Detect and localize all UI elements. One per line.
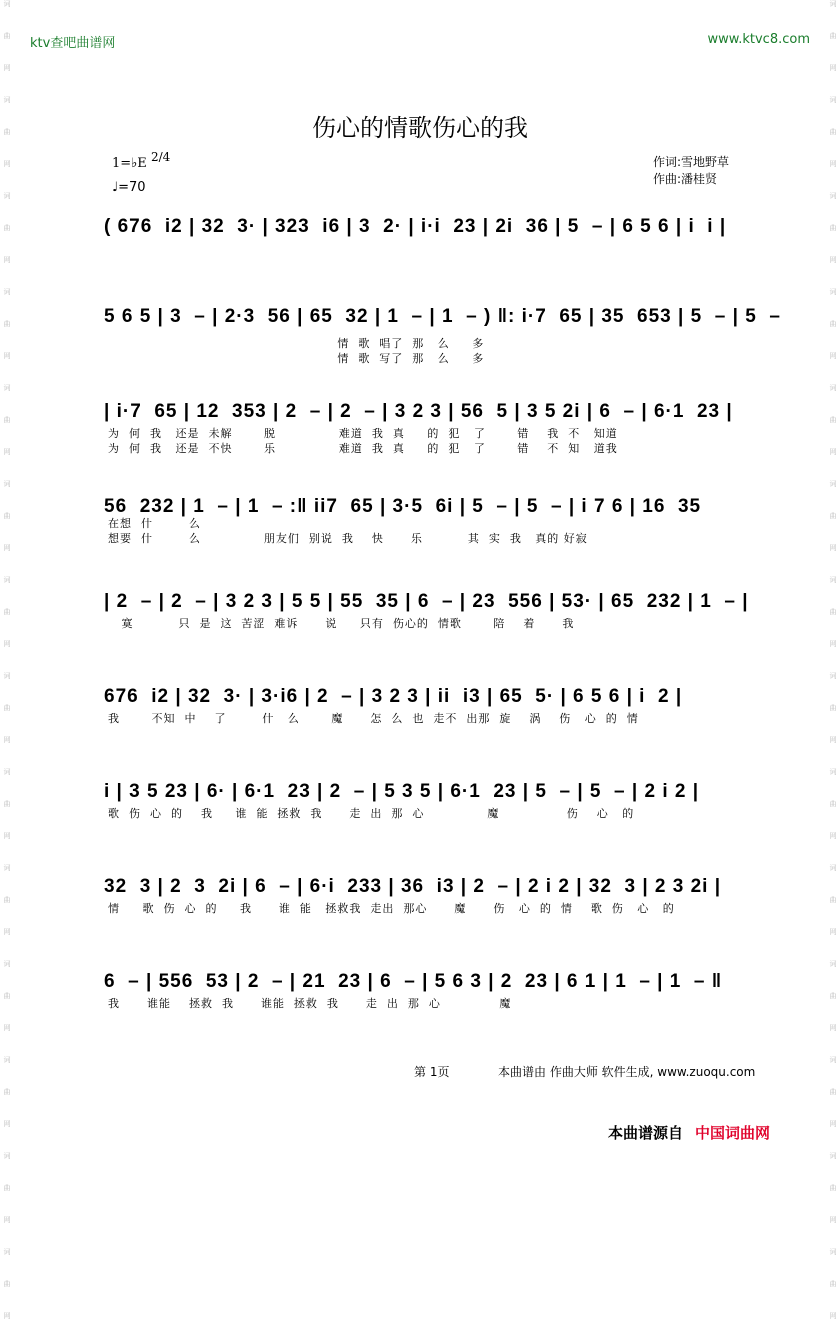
watermark-glyph: 曲 (3, 704, 11, 712)
watermark-glyph: 曲 (3, 992, 11, 1000)
watermark-glyph: 词 (829, 768, 837, 776)
lyric-row: 我 不知 中 了 什 么 魔 怎 么 也 走不 出那 旋 涡 伤 心 的 情 (108, 712, 639, 725)
lyric-row: 情 歌 写了 那 么 多 (108, 352, 485, 365)
score-line (104, 295, 781, 339)
watermark-glyph: 曲 (3, 896, 11, 904)
watermark-glyph: 曲 (829, 1280, 837, 1288)
watermark-glyph: 曲 (829, 608, 837, 616)
key-label: 1=♭E (112, 156, 147, 171)
watermark-glyph: 网 (829, 64, 837, 72)
watermark-glyph: 词 (829, 192, 837, 200)
composer-credit: 作曲:潘桂贤 (653, 172, 718, 186)
watermark-glyph: 词 (3, 480, 11, 488)
watermark-glyph: 曲 (3, 416, 11, 424)
watermark-glyph: 曲 (829, 896, 837, 904)
watermark-glyph: 词 (3, 0, 11, 8)
watermark-glyph: 词 (829, 864, 837, 872)
watermark-glyph: 网 (3, 256, 11, 264)
watermark-glyph: 词 (3, 1152, 11, 1160)
watermark-glyph: 网 (3, 1216, 11, 1224)
watermark-glyph: 词 (829, 672, 837, 680)
notation-row: | i·7 65 | 12 353 | 2 – | 2 – | 3 2 3 | 56 5 | 3 5 2i | 6 – | 6·1 23 | (104, 401, 733, 422)
watermark-glyph: 词 (3, 960, 11, 968)
lyric-row: 情 歌 伤 心 的 我 谁 能 拯救我 走出 那心 魔 伤 心 的 情 歌 伤 心 的 (108, 902, 675, 915)
watermark-glyph: 词 (829, 1152, 837, 1160)
notation-row: 6 – | 556 53 | 2 – | 21 23 | 6 – | 5 6 3 | 2 23 | 6 1 | 1 – | 1 – ‖ (104, 971, 723, 992)
watermark-glyph: 网 (829, 352, 837, 360)
watermark-glyph: 词 (829, 480, 837, 488)
watermark-right (826, 0, 840, 1320)
watermark-glyph: 曲 (3, 1088, 11, 1096)
watermark-glyph: 网 (3, 1120, 11, 1128)
page-number: 第 1页 (414, 1065, 450, 1079)
lyric-row: 在想 什 么 (108, 517, 201, 530)
notation-row: ( 676 i2 | 32 3· | 323 i6 | 3 2· | i·i 23 | 2i 36 | 5 – | 6 5 6 | i i | (104, 216, 727, 237)
watermark-glyph: 网 (829, 160, 837, 168)
watermark-glyph: 曲 (829, 320, 837, 328)
watermark-glyph: 网 (3, 1024, 11, 1032)
time-signature: 2/4 (150, 150, 171, 164)
watermark-glyph: 网 (829, 1120, 837, 1128)
watermark-glyph: 曲 (3, 32, 11, 40)
watermark-glyph: 曲 (829, 992, 837, 1000)
watermark-glyph: 曲 (829, 1088, 837, 1096)
watermark-glyph: 曲 (3, 1184, 11, 1192)
generator-credit: 本曲谱由 作曲大师 软件生成, www.zuoqu.com (498, 1065, 756, 1079)
notation-row: 32 3 | 2 3 2i | 6 – | 6·i 233 | 36 i3 | 2 – | 2 i 2 | 32 3 | 2 3 2i | (104, 876, 722, 897)
watermark-glyph: 曲 (829, 800, 837, 808)
watermark-glyph: 曲 (829, 224, 837, 232)
watermark-glyph: 曲 (829, 128, 837, 136)
watermark-glyph: 曲 (3, 128, 11, 136)
watermark-glyph: 词 (3, 1056, 11, 1064)
watermark-glyph: 网 (829, 1024, 837, 1032)
watermark-glyph: 词 (3, 672, 11, 680)
watermark-glyph: 词 (829, 1248, 837, 1256)
watermark-glyph: 曲 (829, 512, 837, 520)
notation-row: 56 232 | 1 – | 1 – :‖ ii7 65 | 3·5 6i | 5 – | 5 – | i 7 6 | 16 35 (104, 496, 702, 517)
watermark-glyph: 词 (3, 1248, 11, 1256)
watermark-glyph: 词 (3, 384, 11, 392)
source-brand-link[interactable]: 中国词曲网 (695, 1124, 771, 1142)
watermark-glyph: 网 (3, 160, 11, 168)
watermark-glyph: 网 (3, 448, 11, 456)
watermark-glyph: 网 (829, 928, 837, 936)
watermark-glyph: 网 (829, 256, 837, 264)
watermark-glyph: 词 (829, 960, 837, 968)
notation-row: 5 6 5 | 3 – | 2·3 56 | 65 32 | 1 – | 1 – ) ‖: i·7 65 | 35 653 | 5 – | 5 – (104, 306, 781, 327)
score-line (104, 205, 764, 249)
watermark-glyph: 网 (3, 928, 11, 936)
watermark-glyph: 网 (829, 1312, 837, 1320)
watermark-glyph: 曲 (829, 32, 837, 40)
watermark-glyph: 曲 (3, 512, 11, 520)
watermark-glyph: 词 (829, 0, 837, 8)
watermark-glyph: 词 (3, 192, 11, 200)
watermark-glyph: 词 (829, 576, 837, 584)
lyric-row: 寞 只 是 这 苦涩 难诉 说 只有 伤心的 情歌 陪 着 我 (108, 617, 575, 630)
watermark-glyph: 曲 (3, 800, 11, 808)
tempo-marking: ♩=70 (112, 180, 146, 195)
watermark-glyph: 词 (3, 576, 11, 584)
source-label: 本曲谱源自 (608, 1124, 684, 1142)
watermark-glyph: 词 (829, 1056, 837, 1064)
notation-row: | 2 – | 2 – | 3 2 3 | 5 5 | 55 35 | 6 – | 23 556 | 53· | 65 232 | 1 – | (104, 591, 749, 612)
watermark-glyph: 曲 (3, 224, 11, 232)
watermark-glyph: 网 (829, 1216, 837, 1224)
lyric-row: 为 何 我 还是 不快 乐 难道 我 真 的 犯 了 错 不 知 道我 (108, 442, 618, 455)
watermark-glyph: 词 (829, 288, 837, 296)
lyric-row: 情 歌 唱了 那 么 多 (108, 337, 485, 350)
watermark-glyph: 网 (829, 448, 837, 456)
watermark-glyph: 词 (3, 864, 11, 872)
watermark-glyph: 网 (829, 544, 837, 552)
watermark-glyph: 网 (3, 640, 11, 648)
lyric-row: 想要 什 么 朋友们 别说 我 快 乐 其 实 我 真的 好寂 (108, 532, 588, 545)
watermark-glyph: 网 (829, 640, 837, 648)
watermark-glyph: 网 (3, 352, 11, 360)
song-title: 伤心的情歌伤心的我 (312, 114, 528, 142)
lyric-row: 我 谁能 拯救 我 谁能 拯救 我 走 出 那 心 魔 (108, 997, 512, 1010)
watermark-glyph: 词 (3, 288, 11, 296)
watermark-glyph: 词 (829, 384, 837, 392)
watermark-glyph: 曲 (3, 320, 11, 328)
watermark-glyph: 网 (3, 64, 11, 72)
notation-row: 676 i2 | 32 3· | 3·i6 | 2 – | 3 2 3 | ii i3 | 65 5· | 6 5 6 | i 2 | (104, 686, 683, 707)
watermark-glyph: 网 (3, 1312, 11, 1320)
lyric-row: 歌 伤 心 的 我 谁 能 拯救 我 走 出 那 心 魔 伤 心 的 (108, 807, 635, 820)
site-link-left[interactable]: ktv查吧曲谱网 (30, 36, 116, 51)
site-link-right[interactable]: www.ktvc8.com (707, 32, 810, 47)
watermark-glyph: 网 (3, 544, 11, 552)
lyric-row: 为 何 我 还是 未解 脱 难道 我 真 的 犯 了 错 我 不 知道 (108, 427, 618, 440)
watermark-glyph: 曲 (3, 1280, 11, 1288)
lyricist-credit: 作词:雪地野草 (653, 155, 730, 169)
watermark-glyph: 曲 (829, 1184, 837, 1192)
watermark-glyph: 网 (3, 736, 11, 744)
watermark-glyph: 网 (829, 736, 837, 744)
watermark-glyph: 曲 (829, 704, 837, 712)
watermark-glyph: 曲 (829, 416, 837, 424)
watermark-glyph: 网 (829, 832, 837, 840)
watermark-glyph: 词 (3, 768, 11, 776)
watermark-glyph: 词 (829, 96, 837, 104)
key-signature (112, 150, 170, 171)
watermark-glyph: 词 (3, 96, 11, 104)
source-credit (608, 1122, 770, 1143)
watermark-left (0, 0, 14, 1320)
watermark-glyph: 曲 (3, 608, 11, 616)
watermark-glyph: 网 (3, 832, 11, 840)
notation-row: i | 3 5 23 | 6· | 6·1 23 | 2 – | 5 3 5 | 6·1 23 | 5 – | 5 – | 2 i 2 | (104, 781, 700, 802)
